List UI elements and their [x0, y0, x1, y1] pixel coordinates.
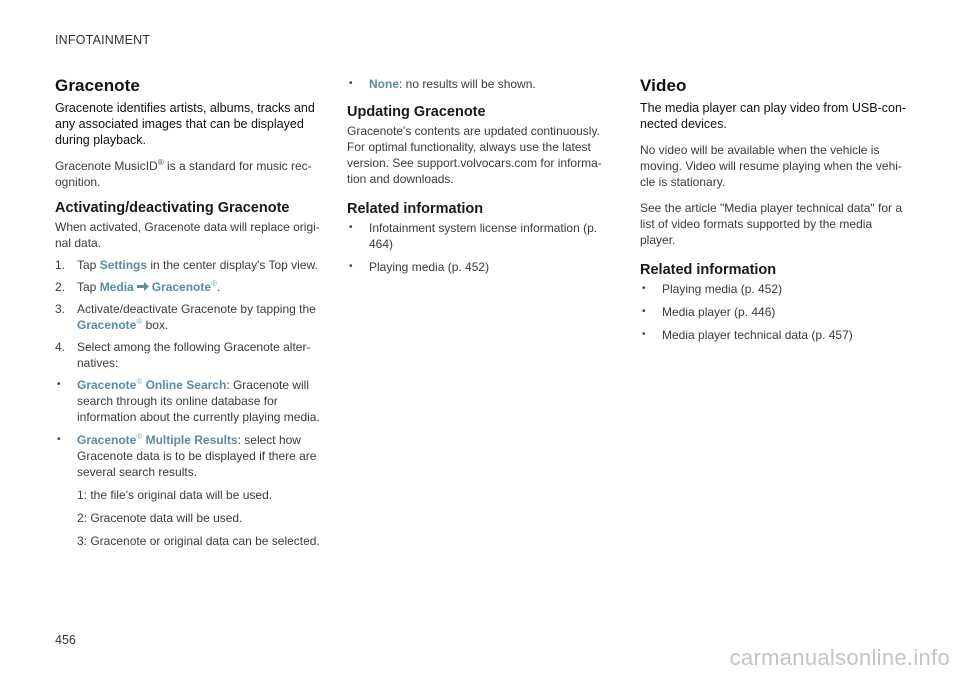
bullet-icon: • [349, 261, 353, 272]
bullet-icon: • [349, 78, 353, 89]
related-item: • Playing media (p. 452) [349, 260, 490, 274]
bullet-icon: • [642, 283, 646, 294]
step-3: 3. Activate/deactivate Gracenote by tapping the Gracenote® box. [55, 302, 316, 332]
video-paragraph-1: No video will be available when the vehicle is moving. Video will resume playing when the vehi-cle is stationary. [640, 143, 902, 189]
step-1: 1. Tap Settings in the center display's Top view. [55, 258, 318, 272]
sub-item-3: 3: Gracenote or original data can be selected. [77, 534, 320, 548]
bullet-icon: • [349, 222, 353, 233]
section-title-video: Video [640, 76, 687, 95]
video-lead: The media player can play video from USB-con-nected devices. [640, 101, 907, 131]
related-item: • Media player technical data (p. 457) [642, 328, 853, 342]
subheading-activating: Activating/deactivating Gracenote [55, 200, 290, 216]
option-none: • None: no results will be shown. [349, 77, 536, 91]
settings-label: Settings [99, 258, 148, 272]
bullet-icon: • [642, 329, 646, 340]
gracenote-musicid-paragraph: Gracenote MusicID® is a standard for music rec-ognition. [55, 158, 312, 189]
watermark-text: carmanualsonline.info [729, 645, 950, 670]
video-paragraph-2: See the article "Media player technical data" for a list of video formats supported by the media player. [640, 201, 902, 247]
bullet-icon: • [642, 306, 646, 317]
option-online-search: • Gracenote® Online Search: Gracenote will search through its online database for information about the currently playing media. [57, 377, 320, 424]
gracenote-label: Gracenote® [151, 279, 217, 294]
activating-intro: When activated, Gracenote data will replace origi-nal data. [55, 220, 320, 250]
option-multiple-results: • Gracenote® Multiple Results: select how Gracenote data is to be displayed if there are several search results. [57, 432, 317, 479]
related-item: • Playing media (p. 452) [642, 282, 783, 296]
column-gracenote [55, 76, 323, 556]
subheading-related-info: Related information [347, 201, 484, 217]
section-title-gracenote: Gracenote [55, 76, 140, 95]
column-video [640, 76, 908, 350]
page-number: 456 [55, 633, 76, 647]
gracenote-box-label: Gracenote® [77, 317, 143, 332]
step-4: 4. Select among the following Gracenote alter-natives: [55, 340, 311, 370]
related-item: • Media player (p. 446) [642, 305, 776, 319]
related-item: • Infotainment system license information (p. 464) [349, 221, 598, 251]
bullet-icon: • [57, 379, 61, 390]
bullet-icon: • [57, 434, 61, 445]
sub-item-1: 1: the file's original data will be used. [77, 488, 273, 502]
arrow-right-icon [136, 281, 150, 292]
step-2: 2. Tap Media Gracenote®. [55, 279, 221, 294]
page-header: INFOTAINMENT [55, 33, 151, 47]
updating-text: Gracenote's contents are updated continuously. For optimal functionality, always use the latest version. See support.volvocars.com for informa-tion and downloads. [347, 124, 602, 186]
gracenote-lead: Gracenote identifies artists, albums, tracks and any associated images that can be displayed during playback. [55, 101, 315, 147]
column-updating [347, 76, 607, 282]
sub-item-2: 2: Gracenote data will be used. [77, 511, 243, 525]
subheading-related-info: Related information [640, 262, 777, 278]
media-label: Media [99, 280, 134, 294]
subheading-updating: Updating Gracenote [347, 104, 486, 120]
